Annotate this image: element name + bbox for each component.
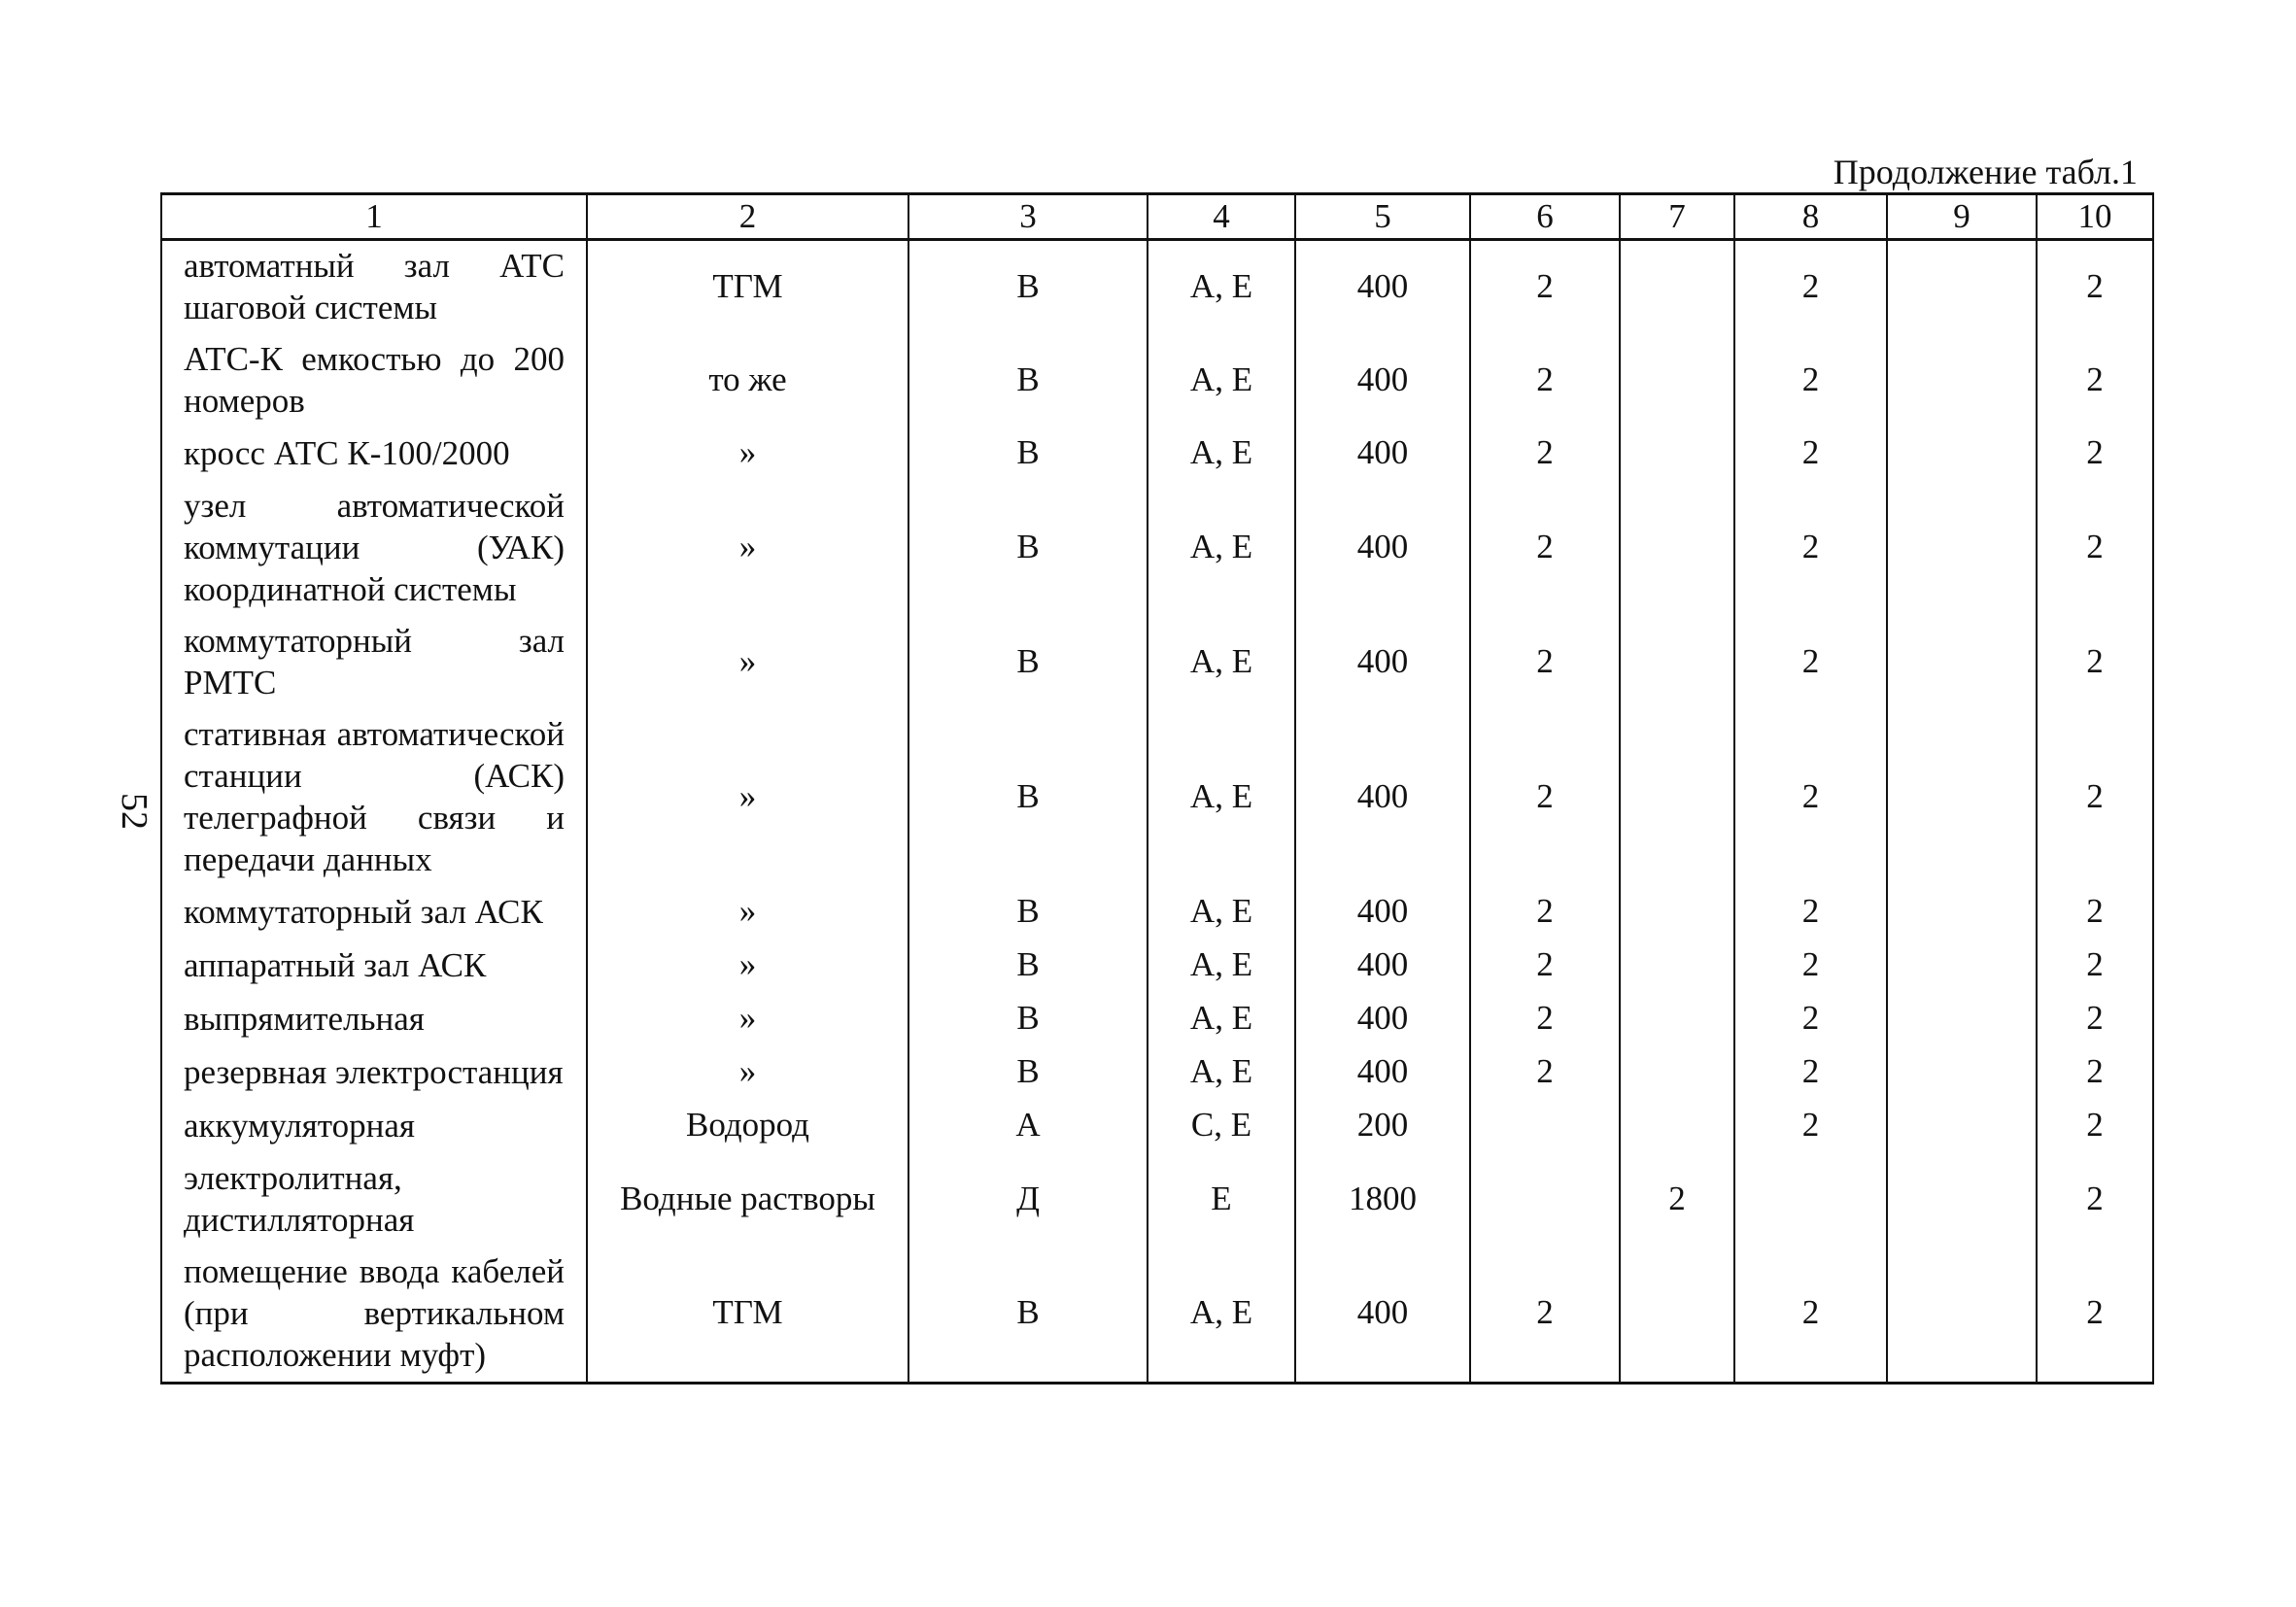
table-cell xyxy=(1620,1247,1734,1384)
table-cell: В xyxy=(908,616,1148,709)
room-name-cell: помещение ввода кабелей (при вертикальном расположении муфт) xyxy=(161,1247,587,1384)
table-row xyxy=(161,993,2153,1046)
table-cell: » xyxy=(587,886,908,940)
table-cell xyxy=(1887,709,2037,886)
table-cell: В xyxy=(908,481,1148,616)
table-cell: 2 xyxy=(1470,1046,1620,1100)
table-cell: В xyxy=(908,427,1148,481)
table-cell xyxy=(1620,886,1734,940)
table-cell: В xyxy=(908,940,1148,993)
table-cell: ТГМ xyxy=(587,1247,908,1384)
column-header: 1 xyxy=(161,194,587,240)
table-cell: 2 xyxy=(1734,427,1887,481)
table-cell xyxy=(1887,240,2037,335)
table-cell: 2 xyxy=(2037,1100,2153,1153)
table-cell: 400 xyxy=(1295,709,1470,886)
table-cell: 2 xyxy=(2037,427,2153,481)
page-number: 52 xyxy=(114,793,154,830)
table-cell: А, Е xyxy=(1148,709,1295,886)
table-cell: 2 xyxy=(1620,1153,1734,1247)
table-row xyxy=(161,427,2153,481)
table-cell: 400 xyxy=(1295,1247,1470,1384)
table-row xyxy=(161,481,2153,616)
column-header: 5 xyxy=(1295,194,1470,240)
header-row xyxy=(161,194,2153,240)
room-name-cell: выпрямительная xyxy=(161,993,587,1046)
column-header: 2 xyxy=(587,194,908,240)
table-cell: 2 xyxy=(1734,886,1887,940)
table-cell: Водные растворы xyxy=(587,1153,908,1247)
table-row xyxy=(161,616,2153,709)
table-cell: А, Е xyxy=(1148,1046,1295,1100)
table-cell: 200 xyxy=(1295,1100,1470,1153)
table-cell xyxy=(1887,1247,2037,1384)
room-name-cell: АТС-К емкостью до 200 номеров xyxy=(161,334,587,427)
table-cell: 2 xyxy=(1470,940,1620,993)
table-cell: » xyxy=(587,616,908,709)
table-cell xyxy=(1620,616,1734,709)
table-row xyxy=(161,709,2153,886)
room-name-cell: узел автоматической коммутации (УАК) координатной системы xyxy=(161,481,587,616)
column-header: 8 xyxy=(1734,194,1887,240)
table-cell: 2 xyxy=(1734,1247,1887,1384)
table-cell xyxy=(1887,616,2037,709)
table-cell: 400 xyxy=(1295,940,1470,993)
table-cell: » xyxy=(587,427,908,481)
table-cell: 2 xyxy=(1734,1046,1887,1100)
table-cell: В xyxy=(908,1046,1148,1100)
table-cell: » xyxy=(587,993,908,1046)
table-cell: 2 xyxy=(1734,1100,1887,1153)
table-cell: 2 xyxy=(1470,334,1620,427)
table-cell: В xyxy=(908,1247,1148,1384)
table-cell: В xyxy=(908,334,1148,427)
table-cell xyxy=(1620,993,1734,1046)
table-cell: А, Е xyxy=(1148,427,1295,481)
table-cell: А, Е xyxy=(1148,240,1295,335)
table-cell: 2 xyxy=(1470,1247,1620,1384)
table-cell: » xyxy=(587,1046,908,1100)
table-cell: 400 xyxy=(1295,616,1470,709)
table-cell: 2 xyxy=(1470,709,1620,886)
table-cell: 2 xyxy=(2037,940,2153,993)
table-row xyxy=(161,240,2153,335)
table-cell: В xyxy=(908,886,1148,940)
table-cell: 2 xyxy=(1734,993,1887,1046)
table-cell xyxy=(1620,240,1734,335)
table-cell: 2 xyxy=(1470,616,1620,709)
table-cell: ТГМ xyxy=(587,240,908,335)
table-cell xyxy=(1620,481,1734,616)
table-cell: 2 xyxy=(2037,993,2153,1046)
table-cell: 2 xyxy=(2037,886,2153,940)
table-cell xyxy=(1620,427,1734,481)
table-cell xyxy=(1887,334,2037,427)
table-cell: » xyxy=(587,709,908,886)
table-cell xyxy=(1887,1153,2037,1247)
column-header: 10 xyxy=(2037,194,2153,240)
table-cell: 2 xyxy=(1470,481,1620,616)
room-name-cell: автоматный зал АТС шаговой системы xyxy=(161,240,587,335)
table-cell: 400 xyxy=(1295,427,1470,481)
room-name-cell: резервная электростанция xyxy=(161,1046,587,1100)
column-header: 9 xyxy=(1887,194,2037,240)
column-header: 3 xyxy=(908,194,1148,240)
table-cell xyxy=(1887,886,2037,940)
table-row xyxy=(161,886,2153,940)
table-cell: А, Е xyxy=(1148,334,1295,427)
table-cell: 2 xyxy=(2037,616,2153,709)
table-cell: 2 xyxy=(1734,709,1887,886)
table-cell: 400 xyxy=(1295,993,1470,1046)
table-cell: А xyxy=(908,1100,1148,1153)
room-name-cell: аккумуляторная xyxy=(161,1100,587,1153)
table-cell xyxy=(1620,334,1734,427)
table-cell: 400 xyxy=(1295,481,1470,616)
table-cell xyxy=(1887,993,2037,1046)
table-cell: А, Е xyxy=(1148,481,1295,616)
table-cell: то же xyxy=(587,334,908,427)
table-cell: Д xyxy=(908,1153,1148,1247)
table-cell xyxy=(1734,1153,1887,1247)
column-header: 4 xyxy=(1148,194,1295,240)
table-cell: А, Е xyxy=(1148,940,1295,993)
table-cell: 2 xyxy=(1734,940,1887,993)
table-cell: С, Е xyxy=(1148,1100,1295,1153)
room-name-cell: аппаратный зал АСК xyxy=(161,940,587,993)
table-cell xyxy=(1620,940,1734,993)
table-cell xyxy=(1470,1100,1620,1153)
table-cell: 2 xyxy=(2037,334,2153,427)
table-cell: 2 xyxy=(1734,240,1887,335)
room-name-cell: кросс АТС К-100/2000 xyxy=(161,427,587,481)
table-cell: 400 xyxy=(1295,240,1470,335)
table-row xyxy=(161,1153,2153,1247)
table-cell: » xyxy=(587,940,908,993)
table-cell: 2 xyxy=(1470,886,1620,940)
table-row xyxy=(161,1247,2153,1384)
table-body xyxy=(161,240,2153,1384)
specification-table xyxy=(160,192,2154,1385)
table-cell: А, Е xyxy=(1148,1247,1295,1384)
table-cell: 2 xyxy=(1470,240,1620,335)
column-header: 6 xyxy=(1470,194,1620,240)
table-cell: 2 xyxy=(1470,993,1620,1046)
table-cell: 2 xyxy=(2037,1153,2153,1247)
table-cell: А, Е xyxy=(1148,993,1295,1046)
room-name-cell: коммутаторный зал РМТС xyxy=(161,616,587,709)
table-cell: Водород xyxy=(587,1100,908,1153)
table-cell: 2 xyxy=(2037,481,2153,616)
table-cell xyxy=(1620,709,1734,886)
table-cell xyxy=(1887,1046,2037,1100)
table-cell: В xyxy=(908,240,1148,335)
table-cell: 2 xyxy=(2037,1046,2153,1100)
table-cell: А, Е xyxy=(1148,616,1295,709)
table-cell: А, Е xyxy=(1148,886,1295,940)
table-cell: Е xyxy=(1148,1153,1295,1247)
table-cell: 2 xyxy=(2037,1247,2153,1384)
table-cell xyxy=(1887,481,2037,616)
table-cell: 2 xyxy=(1734,334,1887,427)
room-name-cell: электролитная, дистилляторная xyxy=(161,1153,587,1247)
table-cell: » xyxy=(587,481,908,616)
table-cell: 2 xyxy=(1734,481,1887,616)
table-row xyxy=(161,1046,2153,1100)
table-cell xyxy=(1887,427,2037,481)
table-cell xyxy=(1470,1153,1620,1247)
table-row xyxy=(161,334,2153,427)
room-name-cell: стативная автоматической станции (АСК) телеграфной связи и передачи данных xyxy=(161,709,587,886)
table-cell: 400 xyxy=(1295,1046,1470,1100)
table-cell: 2 xyxy=(2037,709,2153,886)
table-cell: 2 xyxy=(2037,240,2153,335)
table-cell xyxy=(1620,1100,1734,1153)
table-row xyxy=(161,940,2153,993)
table-cell: 400 xyxy=(1295,886,1470,940)
table-cell xyxy=(1620,1046,1734,1100)
column-header: 7 xyxy=(1620,194,1734,240)
table-cell: В xyxy=(908,709,1148,886)
table-cell: 400 xyxy=(1295,334,1470,427)
table-cell xyxy=(1887,1100,2037,1153)
table-cell: 2 xyxy=(1734,616,1887,709)
table-cell xyxy=(1887,940,2037,993)
room-name-cell: коммутаторный зал АСК xyxy=(161,886,587,940)
table-cell: 1800 xyxy=(1295,1153,1470,1247)
table-row xyxy=(161,1100,2153,1153)
table-caption: Продолжение табл.1 xyxy=(1833,153,2138,191)
table-cell: В xyxy=(908,993,1148,1046)
table-cell: 2 xyxy=(1470,427,1620,481)
